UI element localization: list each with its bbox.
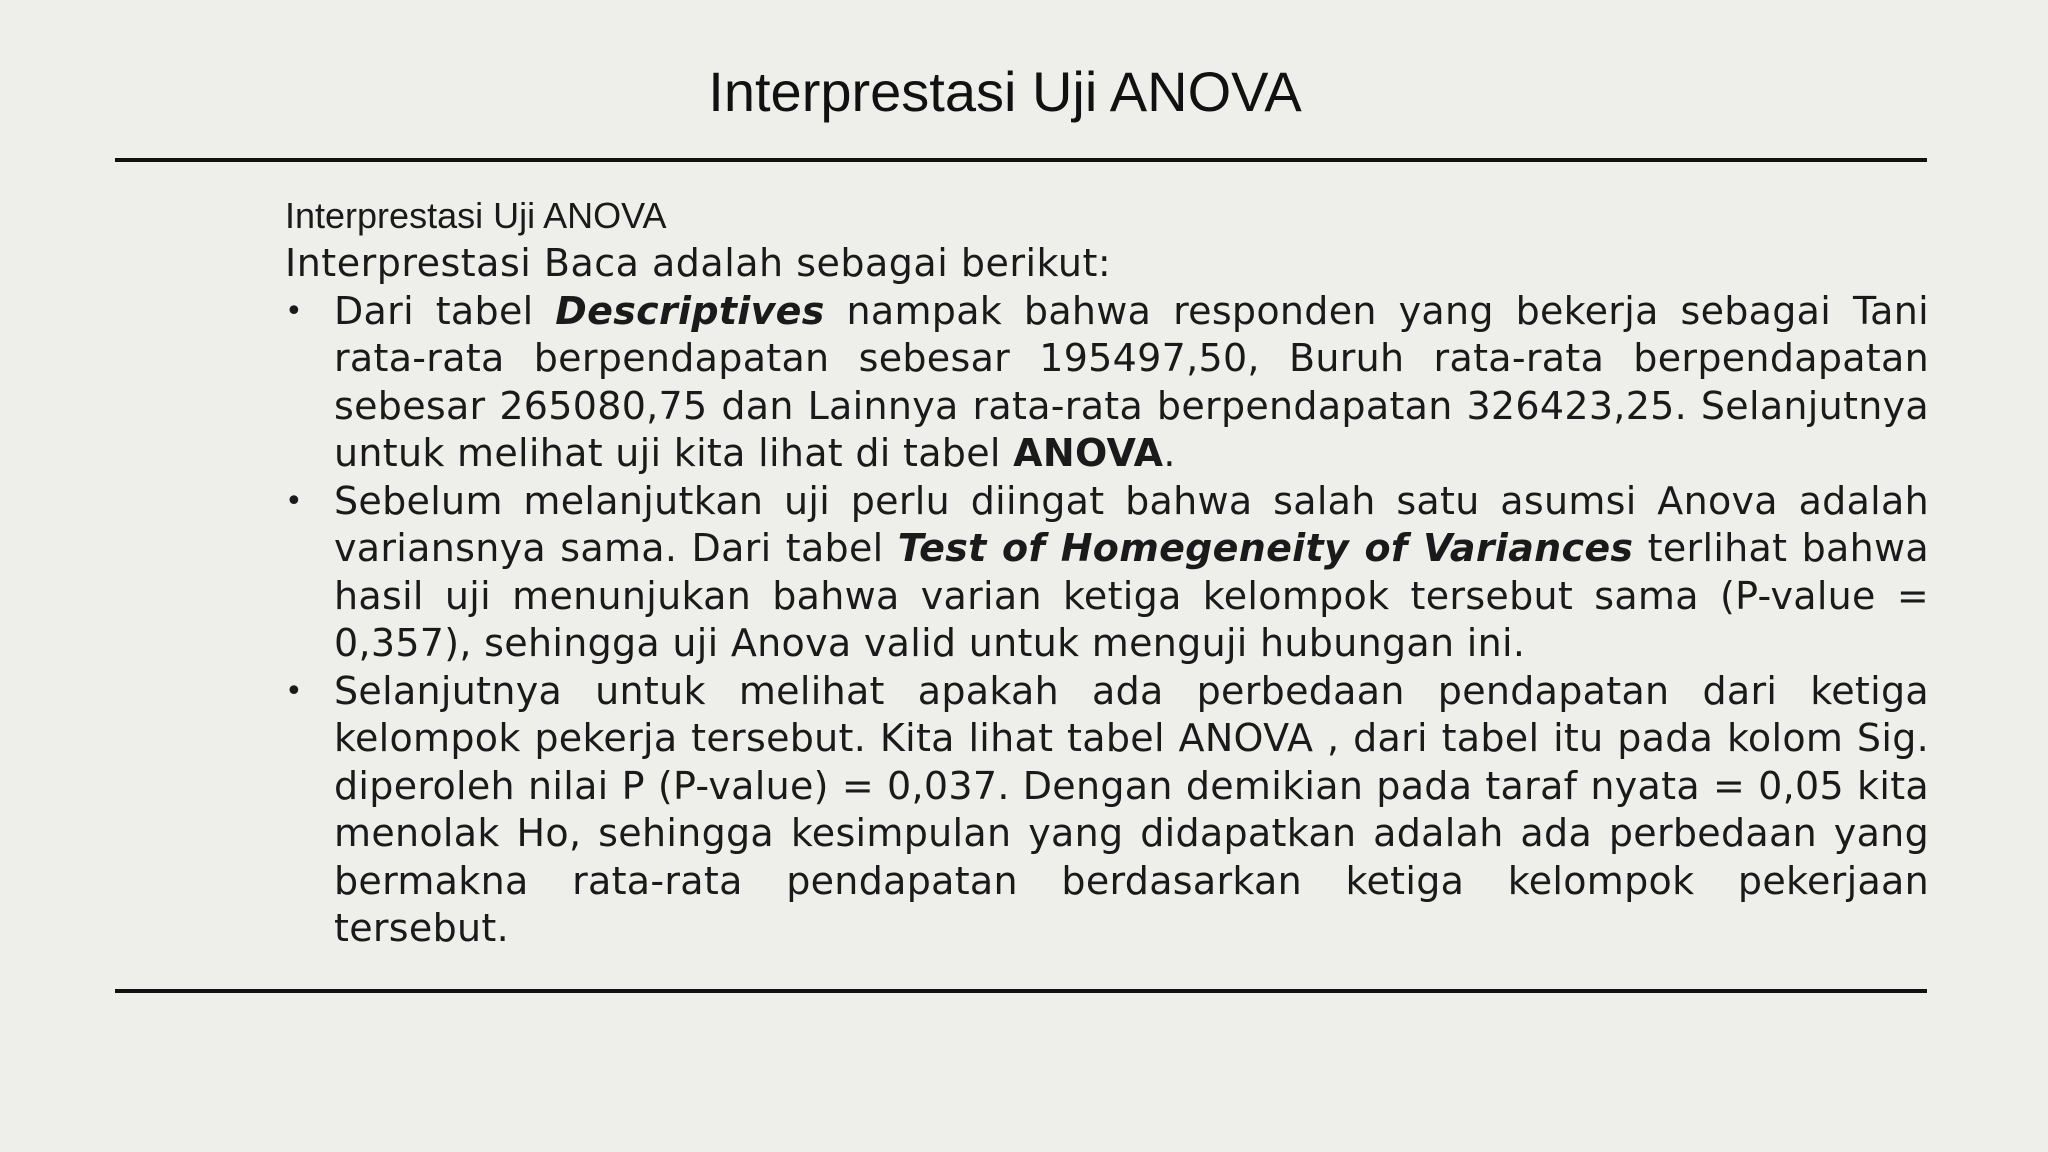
bullet-text: Selanjutnya untuk melihat apakah ada perbedaan pendapatan dari ketiga kelompok pekerja tersebut. Kita lihat tabel ANOVA , dari tabel itu pada kolom Sig. diperoleh nilai P (P-value) = 0,037. Dengan demikian pada taraf nyata = 0,05 kita menolak Ho, sehingga kesimpulan yang didapatkan adalah ada perbedaan yang bermakna rata-rata pendapatan berdasarkan ketiga kelompok pekerjaan tersebut. bbox=[334, 668, 1929, 950]
bullet-item-descriptives bbox=[285, 288, 1929, 478]
bullet-item-homogeneity bbox=[285, 478, 1929, 668]
content-subtitle: Interprestasi Uji ANOVA bbox=[285, 195, 667, 236]
emphasis-homogeneity-test: Test of Homegeneity of Variances bbox=[897, 526, 1634, 570]
bullet-text: . bbox=[1163, 431, 1176, 475]
bullet-icon: • bbox=[285, 673, 303, 709]
emphasis-anova: ANOVA bbox=[1013, 431, 1164, 475]
top-divider bbox=[115, 158, 1927, 162]
bullet-item-conclusion bbox=[285, 668, 1929, 953]
bullet-icon: • bbox=[285, 483, 303, 519]
bottom-divider bbox=[115, 989, 1927, 993]
slide-content bbox=[285, 192, 1929, 953]
intro-text: Interprestasi Baca adalah sebagai berikut: bbox=[285, 241, 1112, 285]
bullet-text: nampak bahwa responden yang bekerja sebagai Tani rata-rata berpendapatan sebesar 195497,50, Buruh rata-rata berpendapatan sebesar 265080,75 dan Lainnya rata-rata berpendapatan 326423,25. Selanjutnya untuk melihat uji kita lihat di tabel bbox=[334, 288, 1929, 475]
emphasis-descriptives: Descriptives bbox=[555, 288, 825, 333]
bullet-icon: • bbox=[285, 293, 303, 329]
bullet-text: Sebelum melanjutkan uji perlu diingat bahwa salah satu asumsi Anova adalah variansnya sama. Dari tabel bbox=[334, 478, 1929, 570]
bullet-list bbox=[285, 288, 1929, 953]
slide-title: Interprestasi Uji ANOVA bbox=[708, 60, 1302, 123]
bullet-text: Dari tabel bbox=[334, 288, 556, 333]
bullet-text: terlihat bahwa hasil uji menunjukan bahwa varian ketiga kelompok tersebut sama (P-value = 0,357), sehingga uji Anova valid untuk menguji hubungan ini. bbox=[334, 526, 1929, 665]
